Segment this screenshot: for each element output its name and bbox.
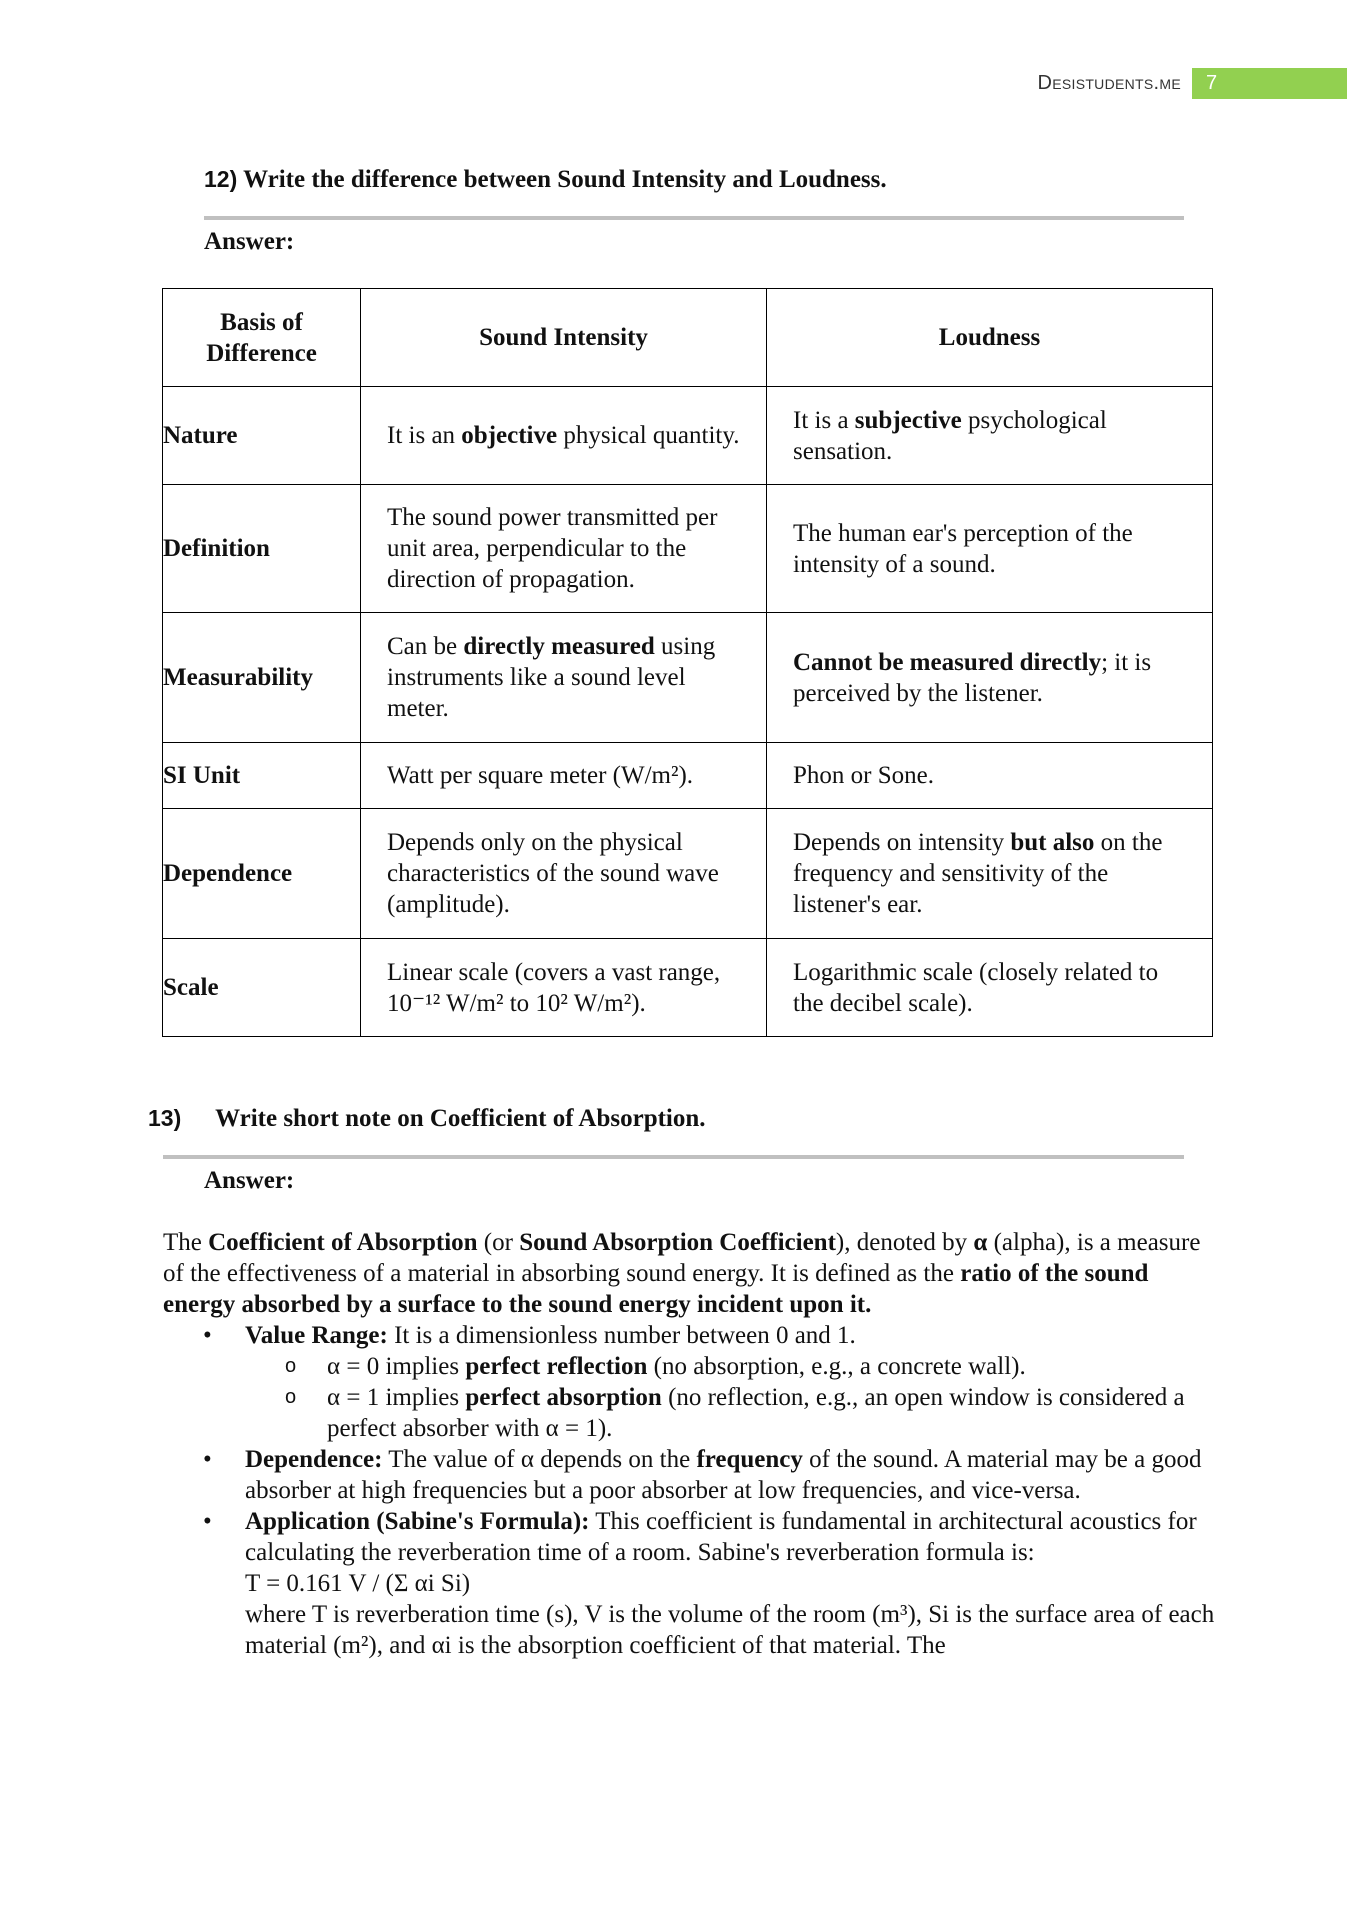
table-row (163, 387, 1213, 485)
basis-cell: SI Unit (163, 743, 361, 809)
circle-bullet-icon: o (285, 1386, 297, 1408)
absorption-intro-paragraph: The Coefficient of Absorption (or Sound Absorption Coefficient), denoted by α (alpha), is a measure of the effectiveness of a material in absorbing sound energy. It is defined as the ratio of the sound energy absorbed by a surface to the sound energy incident upon it. (163, 1229, 1201, 1318)
question-12-title (204, 166, 887, 194)
answer-label: Answer: (204, 1167, 295, 1194)
header-sound-intensity: Sound Intensity (361, 289, 767, 387)
table-row (163, 485, 1213, 613)
basis-cell: Measurability (163, 613, 361, 743)
table-row (163, 809, 1213, 939)
loudness-cell: It is a subjective psychological sensation. (767, 387, 1213, 485)
loudness-cell: The human ear's perception of the intensity of a sound. (767, 485, 1213, 613)
list-item: • Application (Sabine's Formula): This coefficient is fundamental in architectural acoustics for calculating the reverberation time of a room. Sabine's reverberation formula is: T = 0.161 V / (Σ αi Si) where T is reverberation time (s), V is the volume of the room (m³), Si is the surface area of each material (m²), and αi is the absorption coefficient of that material. The (203, 1508, 1215, 1659)
question-text: Write the difference between Sound Intensity and Loudness. (243, 166, 887, 193)
basis-cell: Dependence (163, 809, 361, 939)
bullet-icon: • (203, 1322, 212, 1349)
table-row (163, 939, 1213, 1037)
loudness-cell: Logarithmic scale (closely related to the decibel scale). (767, 939, 1213, 1037)
sound-intensity-cell: The sound power transmitted per unit area, perpendicular to the direction of propagation. (361, 485, 767, 613)
loudness-cell: Depends on intensity but also on the frequency and sensitivity of the listener's ear. (767, 809, 1213, 939)
circle-bullet-icon: o (285, 1355, 297, 1377)
basis-cell: Scale (163, 939, 361, 1037)
divider (163, 1155, 1184, 1159)
answer-label: Answer: (204, 228, 295, 255)
sub-list-item: o α = 1 implies perfect absorption (no reflection, e.g., an open window is considered a perfect absorber with α = 1). (285, 1384, 1185, 1442)
divider (204, 216, 1184, 220)
sub-list-item: o α = 0 implies perfect reflection (no absorption, e.g., a concrete wall). (285, 1353, 1026, 1380)
sound-intensity-cell: It is an objective physical quantity. (361, 387, 767, 485)
table-header-row (163, 289, 1213, 387)
sound-intensity-cell: Can be directly measured using instruments like a sound level meter. (361, 613, 767, 743)
question-text: Write short note on Coefficient of Absorption. (215, 1105, 706, 1132)
question-13-title (148, 1105, 706, 1133)
table-row (163, 613, 1213, 743)
header-basis: Basis of Difference (163, 289, 361, 387)
header-site-name: Desistudents.me (1037, 72, 1181, 94)
bullet-icon: • (203, 1446, 212, 1473)
sound-intensity-cell: Depends only on the physical characteristics of the sound wave (amplitude). (361, 809, 767, 939)
difference-table (162, 288, 1213, 1037)
basis-cell: Nature (163, 387, 361, 485)
absorption-bullet-list (163, 1320, 1223, 1661)
list-item: • Dependence: The value of α depends on the frequency of the sound. A material may be a good absorber at high frequencies but a poor absorber at low frequencies, and vice-versa. (203, 1446, 1202, 1504)
sub-list (245, 1351, 1223, 1444)
basis-cell: Definition (163, 485, 361, 613)
header-loudness: Loudness (767, 289, 1213, 387)
header-page-number: 7 (1192, 68, 1347, 99)
loudness-cell: Cannot be measured directly; it is perceived by the listener. (767, 613, 1213, 743)
loudness-cell: Phon or Sone. (767, 743, 1213, 809)
list-item: • Value Range: It is a dimensionless number between 0 and 1. o α = 0 implies perfect reflection (no absorption, e.g., a concrete wall). o α = 1 implies perfect absorption (no reflection, e.g., an open window is considered a perfect absorber with α = 1). (163, 1320, 1223, 1444)
sound-intensity-cell: Linear scale (covers a vast range, 10⁻¹² W/m² to 10² W/m²). (361, 939, 767, 1037)
bullet-icon: • (203, 1508, 212, 1535)
question-number: 13) (148, 1105, 182, 1131)
sound-intensity-cell: Watt per square meter (W/m²). (361, 743, 767, 809)
question-number: 12) (204, 166, 238, 192)
table-row (163, 743, 1213, 809)
